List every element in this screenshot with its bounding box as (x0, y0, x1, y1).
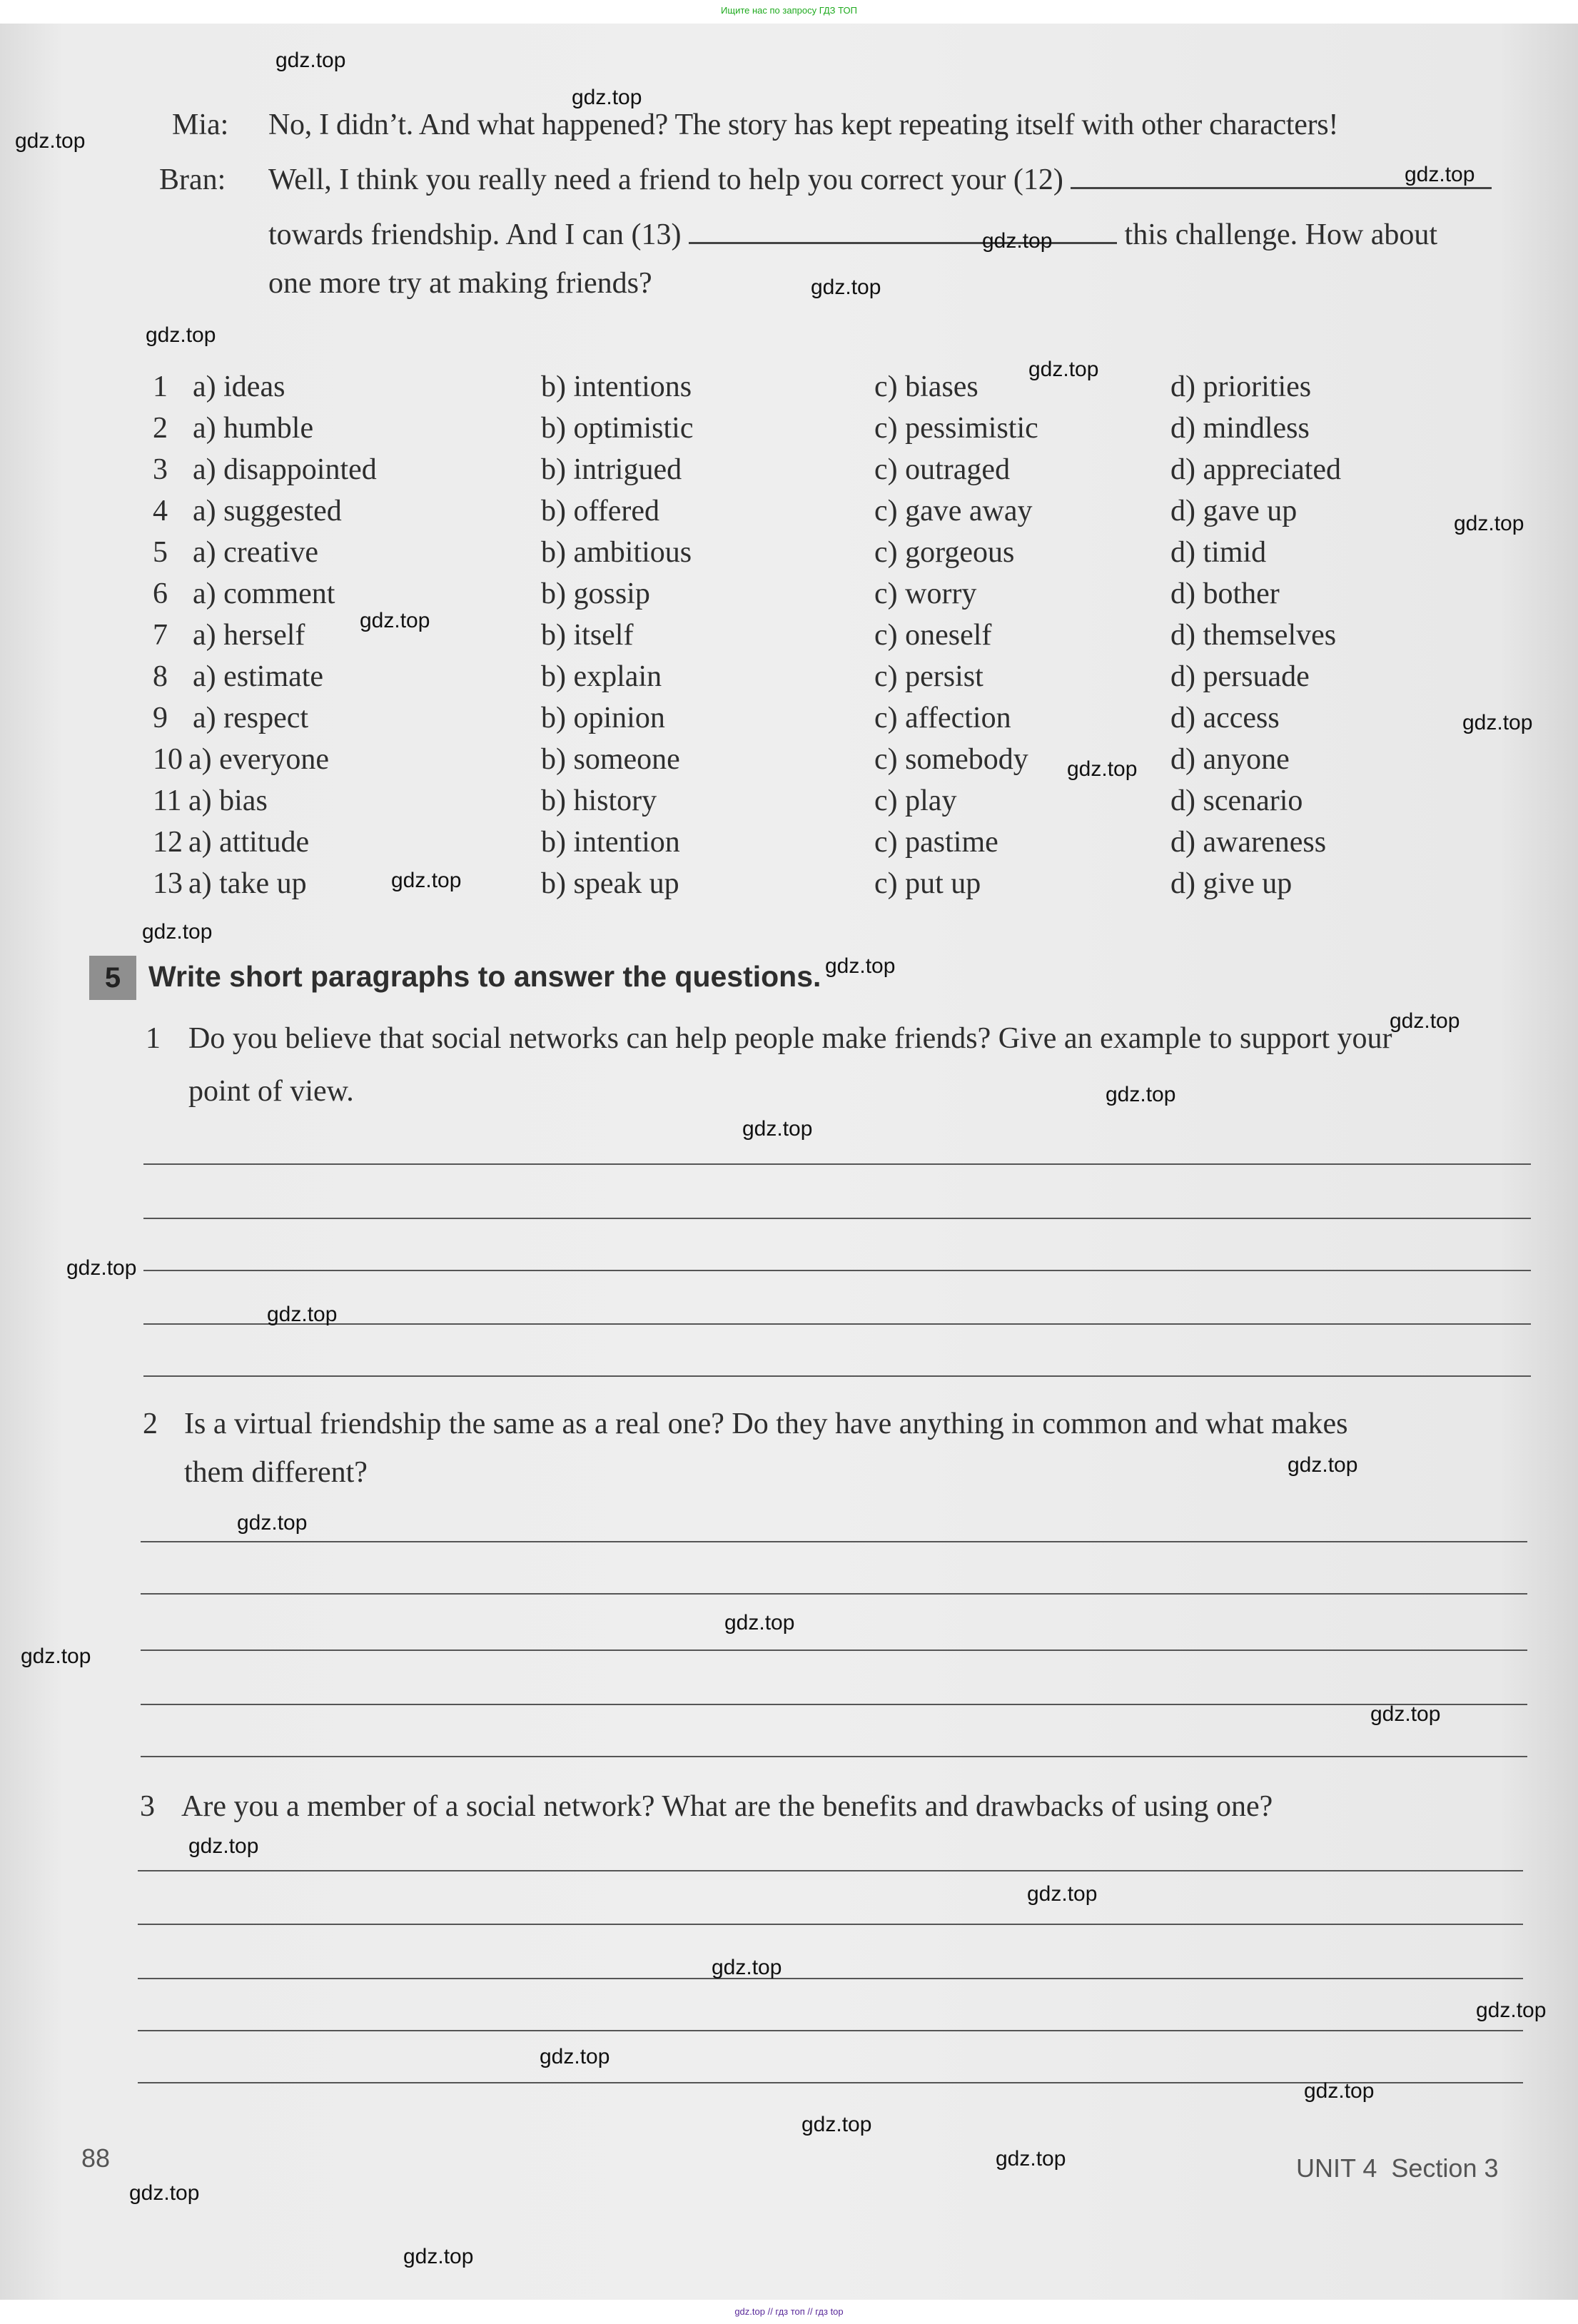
option-number: 12 (153, 826, 183, 859)
question-number: 1 (146, 1022, 161, 1055)
watermark: gdz.top (712, 1956, 782, 1979)
unit-number: UNIT 4 (1296, 2153, 1377, 2183)
exercise-title: Write short paragraphs to answer the questions. (148, 960, 821, 993)
option-number: 13 (153, 867, 183, 900)
option-b[interactable]: b) explain (541, 660, 662, 693)
option-number: 5 (153, 536, 168, 569)
option-b[interactable]: b) history (541, 784, 657, 817)
option-d[interactable]: d) priorities (1170, 370, 1312, 403)
option-c[interactable]: c) put up (874, 867, 981, 900)
option-number: 8 (153, 660, 168, 693)
section-number: Section 3 (1391, 2153, 1499, 2183)
watermark: gdz.top (996, 2147, 1066, 2171)
option-b[interactable]: b) opinion (541, 702, 665, 734)
dialogue-text: this challenge. How about (1124, 218, 1438, 251)
watermark: gdz.top (1390, 1009, 1460, 1033)
watermark: gdz.top (1405, 163, 1475, 186)
top-banner: Ищите нас по запросу ГДЗ ТОП (0, 0, 1578, 24)
option-b[interactable]: b) gossip (541, 577, 650, 610)
watermark: gdz.top (801, 2113, 872, 2136)
speaker-bran: Bran: (159, 163, 226, 196)
watermark: gdz.top (1304, 2079, 1375, 2103)
dialogue-text: towards friendship. And I can (13) (268, 218, 682, 251)
watermark: gdz.top (540, 2045, 610, 2068)
question-number: 2 (143, 1408, 158, 1440)
answer-line-q3[interactable] (138, 2030, 1523, 2031)
option-c[interactable]: c) gorgeous (874, 536, 1015, 569)
answer-line-q2[interactable] (141, 1649, 1527, 1651)
watermark: gdz.top (66, 1256, 137, 1280)
answer-line-q1[interactable] (143, 1375, 1531, 1377)
watermark: gdz.top (267, 1303, 338, 1326)
watermark: gdz.top (1106, 1083, 1176, 1106)
option-d[interactable]: d) themselves (1170, 619, 1337, 652)
option-number: 2 (153, 412, 168, 445)
watermark: gdz.top (825, 954, 896, 978)
answer-line-q2[interactable] (141, 1593, 1527, 1595)
option-b[interactable]: b) ambitious (541, 536, 692, 569)
option-b[interactable]: b) offered (541, 495, 659, 527)
option-a[interactable]: a) estimate (193, 660, 324, 693)
watermark: gdz.top (572, 86, 642, 109)
option-c[interactable]: c) play (874, 784, 957, 817)
option-b[interactable]: b) speak up (541, 867, 679, 900)
question-text: point of view. (188, 1075, 354, 1108)
option-number: 3 (153, 453, 168, 486)
watermark: gdz.top (403, 2245, 474, 2268)
option-c[interactable]: c) somebody (874, 743, 1028, 776)
dialogue-line: No, I didn’t. And what happened? The story has kept repeating itself with other characters! (268, 108, 1339, 141)
option-c[interactable]: c) oneself (874, 619, 992, 652)
unit-label (1296, 2153, 1499, 2183)
watermark: gdz.top (146, 323, 216, 347)
watermark: gdz.top (1028, 358, 1099, 381)
option-number: 4 (153, 495, 168, 527)
watermark: gdz.top (1454, 512, 1524, 535)
option-b[interactable]: b) intrigued (541, 453, 682, 486)
answer-line-q1[interactable] (143, 1218, 1531, 1219)
option-number: 9 (153, 702, 168, 734)
option-number: 11 (153, 784, 182, 817)
option-b[interactable]: b) someone (541, 743, 680, 776)
option-c[interactable]: c) pastime (874, 826, 998, 859)
option-d[interactable]: d) gave up (1170, 495, 1298, 527)
watermark: gdz.top (188, 1834, 259, 1858)
option-number: 6 (153, 577, 168, 610)
option-a[interactable]: a) attitude (188, 826, 310, 859)
watermark: gdz.top (982, 229, 1053, 253)
answer-line-q1[interactable] (143, 1270, 1531, 1271)
option-a[interactable]: a) bias (188, 784, 268, 817)
dialogue-text: Well, I think you really need a friend to help you correct your (12) (268, 163, 1063, 196)
option-b[interactable]: b) optimistic (541, 412, 694, 445)
answer-line-q3[interactable] (138, 1870, 1523, 1871)
option-c[interactable]: c) persist (874, 660, 983, 693)
watermark: gdz.top (15, 129, 86, 153)
question-number: 3 (140, 1790, 155, 1823)
option-a[interactable]: a) take up (188, 867, 307, 900)
option-a[interactable]: a) ideas (193, 370, 285, 403)
answer-line-q2[interactable] (141, 1541, 1527, 1542)
option-a[interactable]: a) everyone (188, 743, 330, 776)
option-a[interactable]: a) humble (193, 412, 314, 445)
option-number: 7 (153, 619, 168, 652)
option-d[interactable]: d) timid (1170, 536, 1267, 569)
dialogue-line: one more try at making friends? (268, 267, 652, 300)
option-b[interactable]: b) intention (541, 826, 680, 859)
option-d[interactable]: d) access (1170, 702, 1280, 734)
option-c[interactable]: c) worry (874, 577, 977, 610)
dialogue-line (268, 218, 1437, 252)
watermark: gdz.top (1067, 757, 1138, 781)
question-text: Is a virtual friendship the same as a real one? Do they have anything in common and what makes (184, 1408, 1348, 1440)
answer-line-q1[interactable] (143, 1323, 1531, 1325)
watermark: gdz.top (21, 1645, 91, 1668)
page-number: 88 (81, 2143, 111, 2173)
option-number: 10 (153, 743, 183, 776)
watermark: gdz.top (129, 2181, 200, 2205)
option-b[interactable]: b) intentions (541, 370, 692, 403)
answer-line-q2[interactable] (141, 1704, 1527, 1705)
question-text: Do you believe that social networks can help people make friends? Give an example to support your (188, 1022, 1392, 1055)
speaker-mia: Mia: (172, 108, 229, 141)
answer-blank-13[interactable] (689, 242, 1117, 244)
option-c[interactable]: c) gave away (874, 495, 1033, 527)
answer-line-q3[interactable] (138, 1924, 1523, 1925)
question-text: Are you a member of a social network? What are the benefits and drawbacks of using one? (181, 1790, 1273, 1823)
watermark: gdz.top (142, 920, 213, 944)
option-number: 1 (153, 370, 168, 403)
option-d[interactable]: d) appreciated (1170, 453, 1342, 486)
watermark: gdz.top (275, 49, 346, 72)
option-a[interactable]: a) suggested (193, 495, 342, 527)
exercise-number: 5 (89, 956, 136, 1000)
option-a[interactable]: a) creative (193, 536, 319, 569)
watermark: gdz.top (742, 1117, 813, 1141)
option-d[interactable]: d) awareness (1170, 826, 1327, 859)
option-a[interactable]: a) disappointed (193, 453, 377, 486)
option-d[interactable]: d) mindless (1170, 412, 1310, 445)
option-d[interactable]: d) scenario (1170, 784, 1303, 817)
watermark: gdz.top (724, 1611, 795, 1635)
watermark: gdz.top (1370, 1702, 1441, 1726)
option-d[interactable]: d) anyone (1170, 743, 1290, 776)
watermark: gdz.top (1288, 1453, 1358, 1477)
watermark: gdz.top (391, 869, 462, 892)
bottom-banner: gdz.top // гдз топ // гдз top (0, 2300, 1578, 2323)
answer-line-q1[interactable] (143, 1163, 1531, 1165)
option-d[interactable]: d) bother (1170, 577, 1280, 610)
option-c[interactable]: c) biases (874, 370, 978, 403)
option-d[interactable]: d) give up (1170, 867, 1293, 900)
option-b[interactable]: b) itself (541, 619, 634, 652)
dialogue-line (268, 163, 1492, 197)
option-c[interactable]: c) outraged (874, 453, 1011, 486)
question-text: them different? (184, 1456, 368, 1489)
workbook-page (0, 24, 1578, 2300)
answer-line-q2[interactable] (141, 1756, 1527, 1757)
option-a[interactable]: a) herself (193, 619, 305, 652)
option-a[interactable]: a) respect (193, 702, 309, 734)
option-a[interactable]: a) comment (193, 577, 335, 610)
watermark: gdz.top (360, 609, 430, 632)
answer-blank-12[interactable] (1071, 187, 1492, 189)
option-c[interactable]: c) affection (874, 702, 1011, 734)
answer-line-q3[interactable] (138, 1978, 1523, 1979)
watermark: gdz.top (811, 276, 881, 299)
option-c[interactable]: c) pessimistic (874, 412, 1038, 445)
watermark: gdz.top (1027, 1882, 1098, 1906)
watermark: gdz.top (237, 1511, 308, 1535)
watermark: gdz.top (1476, 1999, 1547, 2022)
watermark: gdz.top (1462, 711, 1533, 734)
option-d[interactable]: d) persuade (1170, 660, 1310, 693)
